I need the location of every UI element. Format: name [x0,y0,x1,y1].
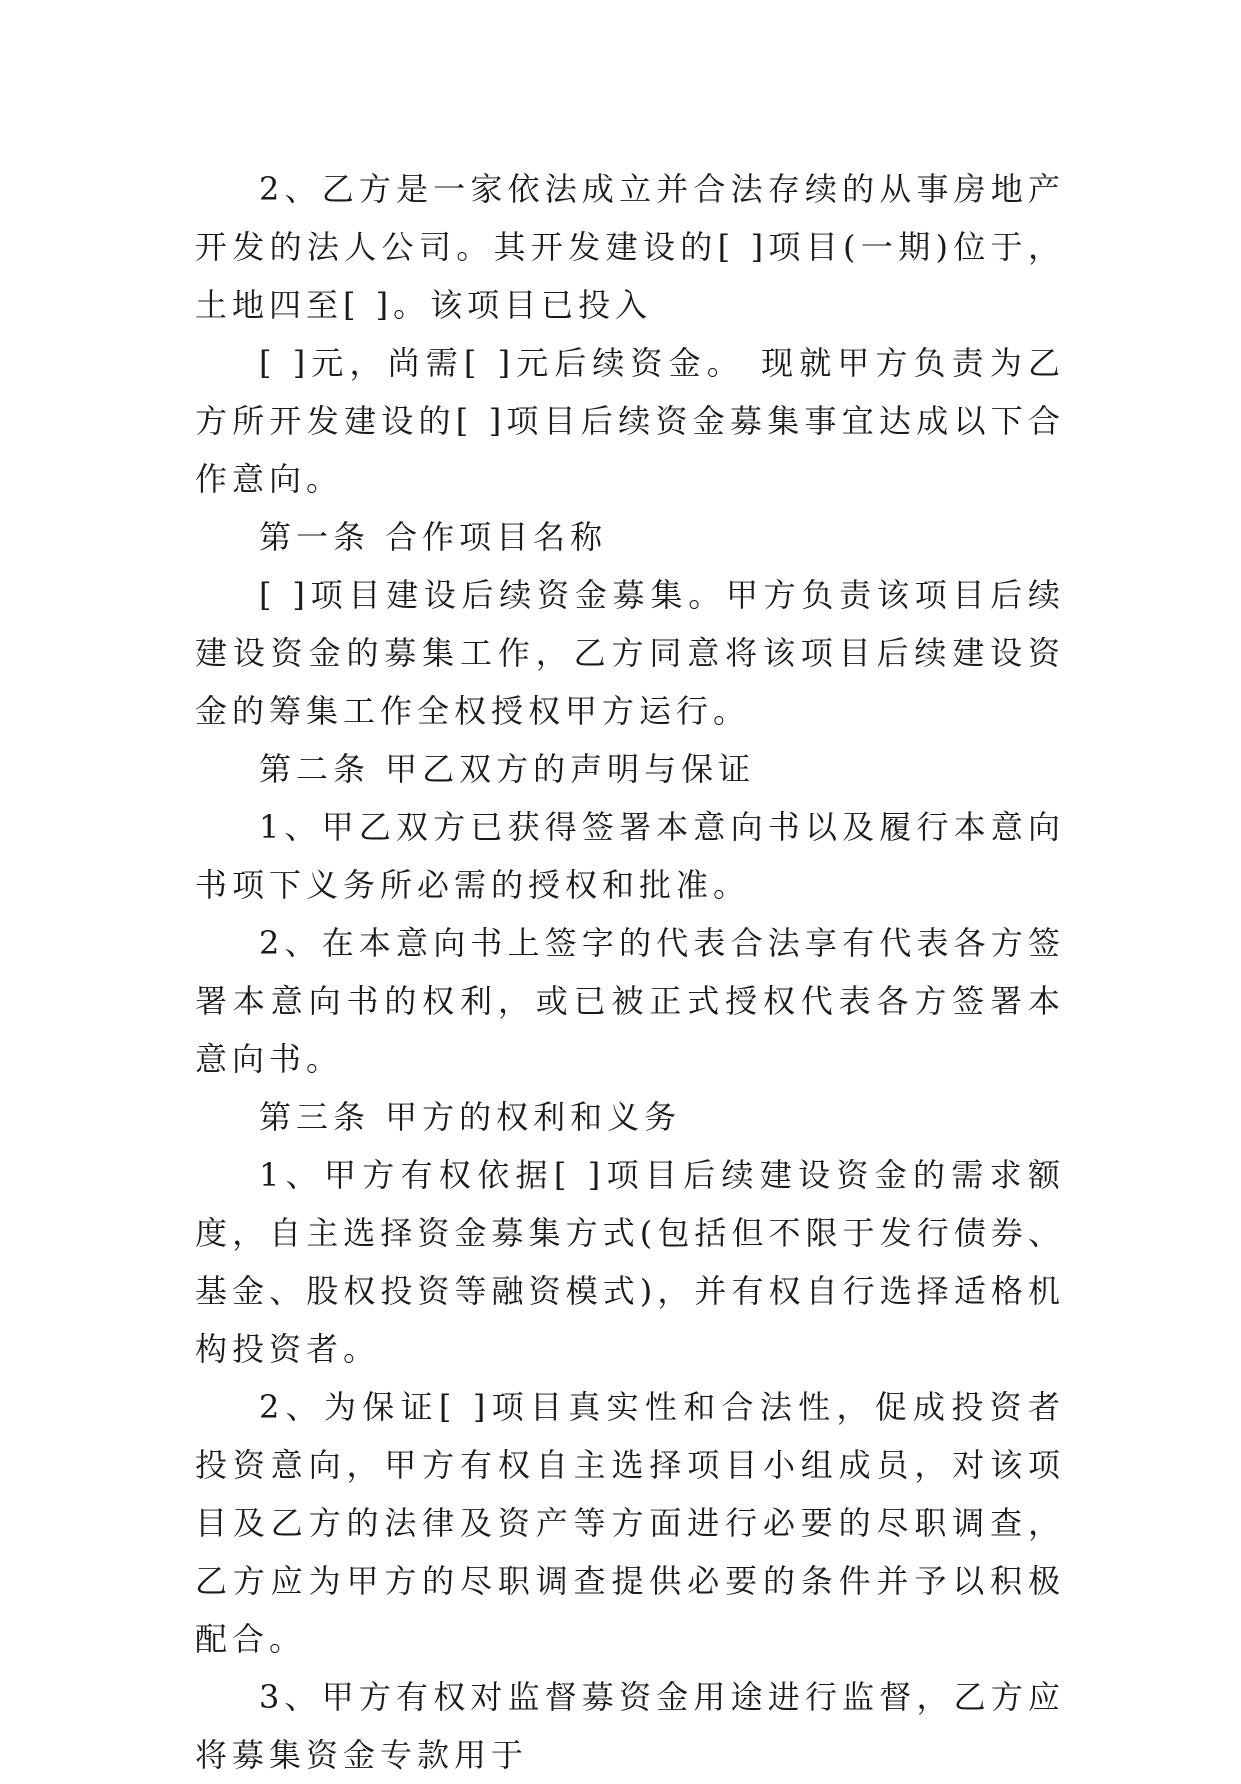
paragraph-party-b-intro: 2、乙方是一家依法成立并合法存续的从事房地产开发的法人公司。其开发建设的[ ]项目(一期)位于，土地四至[ ]。该项目已投入 [195,170,1065,324]
paragraph-article-1: [ ]项目建设后续资金募集。甲方负责该项目后续建设资金的募集工作，乙方同意将该项目后续建设资金的筹集工作全权授权甲方运行。 [195,576,1065,730]
paragraph-article-2-item-1: 1、甲乙双方已获得签署本意向书以及履行本意向书项下义务所必需的授权和批准。 [195,808,1065,904]
paragraph-article-2-item-2: 2、在本意向书上签字的代表合法享有代表各方签署本意向书的权利，或已被正式授权代表各方签署本意向书。 [195,924,1065,1078]
article-3-heading: 第三条 甲方的权利和义务 [259,1098,682,1136]
document-page [195,160,1065,1784]
paragraph-article-3-item-3: 3、甲方有权对监督募资金用途进行监督，乙方应将募集资金专款用于 [195,1678,1065,1774]
paragraph-article-3-item-2: 2、为保证[ ]项目真实性和合法性，促成投资者投资意向，甲方有权自主选择项目小组成员，对该项目及乙方的法律及资产等方面进行必要的尽职调查，乙方应为甲方的尽职调查提供必要的条件并予以积极配合。 [195,1388,1065,1658]
paragraph-funding-intent: [ ]元，尚需[ ]元后续资金。 现就甲方负责为乙方所开发建设的[ ]项目后续资金募集事宜达成以下合作意向。 [195,344,1065,498]
article-2-heading: 第二条 甲乙双方的声明与保证 [259,750,756,788]
article-1-heading: 第一条 合作项目名称 [259,518,608,556]
paragraph-article-3-item-1: 1、甲方有权依据[ ]项目后续建设资金的需求额度，自主选择资金募集方式(包括但不限于发行债券、基金、股权投资等融资模式)，并有权自行选择适格机构投资者。 [195,1156,1065,1368]
